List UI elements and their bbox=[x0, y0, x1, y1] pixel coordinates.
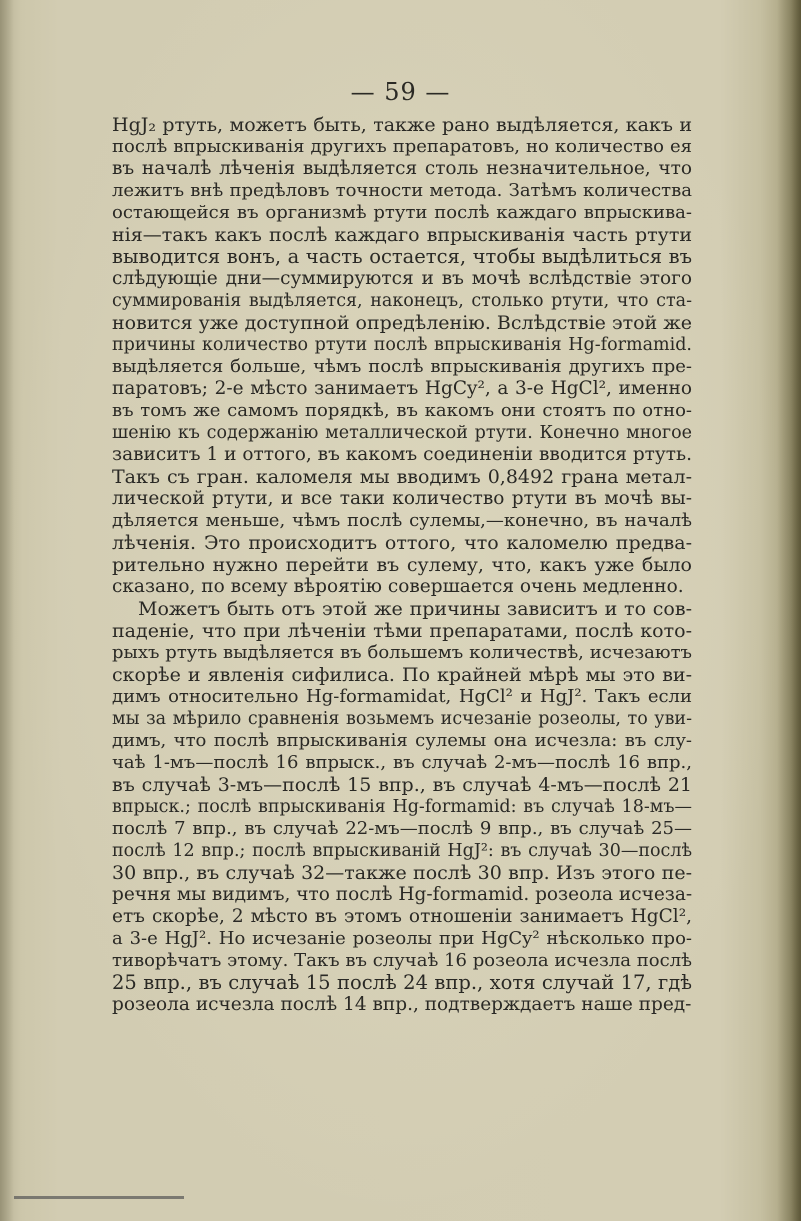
text-line: суммированія выдѣляется, наконецъ, столько ртути, что ста- bbox=[112, 291, 692, 311]
text-line: въ началѣ лѣченія выдѣляется столь незначительное, что bbox=[112, 158, 692, 179]
text-line: сказано, по всему вѣроятію совершается очень медленно. bbox=[112, 576, 684, 597]
text-line: чаѣ 1-мъ—послѣ 16 впрыск., въ случаѣ 2-мъ—послѣ 16 впр., bbox=[112, 752, 692, 773]
text-line: остающейся въ организмѣ ртути послѣ каждаго впрыскива- bbox=[112, 202, 692, 223]
text-line: димъ относительно Hg-formamidat, HgCl² и HgJ². Такъ если bbox=[112, 686, 692, 707]
text-line: въ случаѣ 3-мъ—послѣ 15 впр., въ случаѣ 4-мъ—послѣ 21 bbox=[112, 774, 692, 796]
text-line: тиворѣчатъ этому. Такъ въ случаѣ 16 розеола исчезла послѣ bbox=[112, 950, 692, 971]
text-line: впрыск.; послѣ впрыскиванія Hg-formamid: въ случаѣ 18-мъ— bbox=[112, 797, 692, 817]
text-line: Можетъ быть отъ этой же причины зависитъ и то сов- bbox=[138, 598, 692, 620]
text-line: а 3-е HgJ². Но исчезаніе розеолы при HgCy² нѣсколько про- bbox=[112, 928, 692, 949]
text-line: паратовъ; 2-е мѣсто занимаетъ HgCy², а 3-е HgCl², именно bbox=[112, 378, 692, 399]
text-line: послѣ впрыскиванія другихъ препаратовъ, но количество ея bbox=[112, 136, 692, 157]
text-line: 25 впр., въ случаѣ 15 послѣ 24 впр., хотя случай 17, гдѣ bbox=[112, 971, 692, 994]
text-line: скорѣе и явленія сифилиса. По крайней мѣрѣ мы это ви- bbox=[112, 664, 692, 686]
text-line: зависитъ 1 и оттого, въ какомъ соединеніи вводится ртуть. bbox=[112, 444, 692, 465]
body-text bbox=[112, 114, 692, 1016]
page-number: — 59 — bbox=[350, 78, 451, 106]
text-line: мы за мѣрило сравненія возьмемъ исчезаніе розеолы, то уви- bbox=[112, 709, 692, 729]
text-line: выводится вонъ, а часть остается, чтобы выдѣлиться въ bbox=[112, 245, 692, 268]
text-line: причины количество ртути послѣ впрыскиванія Hg-formamid. bbox=[112, 335, 692, 355]
page-right-edge bbox=[777, 0, 801, 1221]
text-line: шенію къ содержанію металлической ртути. Конечно многое bbox=[112, 423, 692, 443]
text-line: розеола исчезла послѣ 14 впр., подтверждаетъ наше пред- bbox=[112, 994, 692, 1015]
text-line: лической ртути, и все таки количество ртути въ мочѣ вы- bbox=[112, 488, 692, 509]
text-line: выдѣляется больше, чѣмъ послѣ впрыскиванія другихъ пре- bbox=[112, 356, 692, 377]
page-left-shadow bbox=[0, 0, 14, 1221]
text-line: HgJ₂ ртуть, можетъ быть, также рано выдѣляется, какъ и bbox=[112, 114, 692, 136]
text-line: димъ, что послѣ впрыскиванія сулемы она исчезла: въ слу- bbox=[112, 730, 692, 751]
text-line: лѣченія. Это происходитъ оттого, что каломелю предва- bbox=[112, 532, 692, 554]
text-line: рительно нужно перейти въ сулему, что, какъ уже было bbox=[112, 554, 692, 576]
text-line: въ томъ же самомъ порядкѣ, въ какомъ они стоятъ по отно- bbox=[112, 400, 692, 421]
text-line: послѣ 12 впр.; послѣ впрыскиваній HgJ²: въ случаѣ 30—послѣ bbox=[112, 841, 692, 861]
text-line: 30 впр., въ случаѣ 32—также послѣ 30 впр. Изъ этого пе- bbox=[112, 862, 692, 884]
bottom-rule bbox=[14, 1196, 184, 1199]
text-line: дѣляется меньше, чѣмъ послѣ сулемы,—конечно, въ началѣ bbox=[112, 510, 692, 531]
text-line: паденіе, что при лѣченіи тѣми препаратами, послѣ кото- bbox=[112, 620, 692, 642]
text-line: лежитъ внѣ предѣловъ точности метода. Затѣмъ количества bbox=[112, 180, 692, 201]
text-line: новится уже доступной опредѣленію. Вслѣдствіе этой же bbox=[112, 312, 692, 334]
text-line: послѣ 7 впр., въ случаѣ 22-мъ—послѣ 9 впр., въ случаѣ 25— bbox=[112, 818, 692, 839]
text-line: нія—такъ какъ послѣ каждаго впрыскиванія часть ртути bbox=[112, 224, 692, 246]
text-line: етъ скорѣе, 2 мѣсто въ этомъ отношеніи занимаетъ HgCl², bbox=[112, 906, 692, 927]
text-line: слѣдующіе дни—суммируются и въ мочѣ вслѣдствіе этого bbox=[112, 268, 692, 289]
text-line: речня мы видимъ, что послѣ Hg-formamid. розеола исчеза- bbox=[112, 884, 693, 905]
text-line: рыхъ ртуть выдѣляется въ большемъ количествѣ, исчезаютъ bbox=[112, 642, 692, 663]
text-line: Такъ съ гран. каломеля мы вводимъ 0,8492 грана метал- bbox=[112, 466, 692, 488]
